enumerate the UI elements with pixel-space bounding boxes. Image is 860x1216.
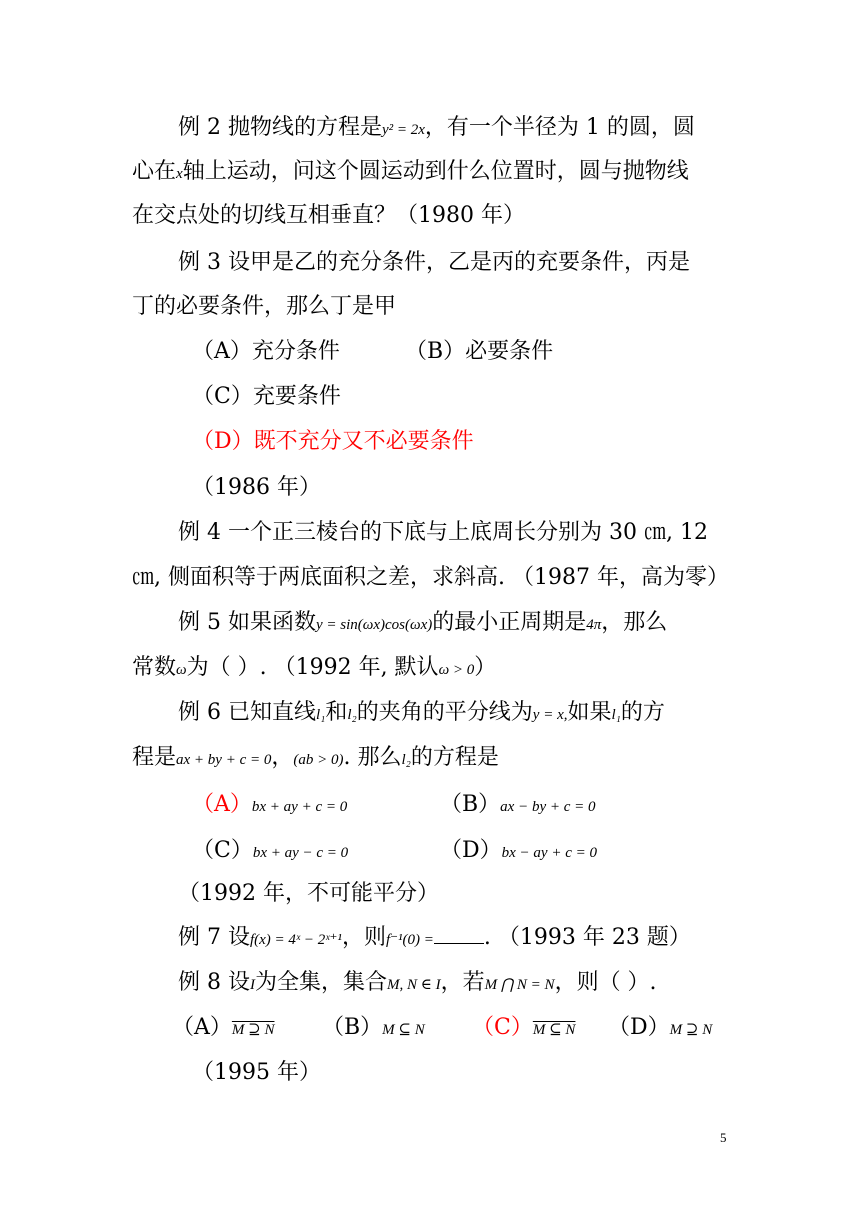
ex5-text-f: ） [474,655,497,680]
ex6-option-a-label: （A） [192,792,252,817]
ex6-l1-symbol: l₁ [315,707,326,723]
ex6-option-c [192,836,348,868]
ex8-line1 [178,968,657,1000]
ex6-option-d [440,836,597,868]
ex7-text-a: 例 7 设 [178,925,250,950]
ex6-l2-symbol-2: l₂ [401,752,411,768]
ex6-equation: ax + by + c = 0 [176,752,272,768]
ex5-text-e: 为（ ）. （1992 年, 默认 [186,655,439,680]
ex7-inverse: f⁻¹(0) = [385,932,434,948]
ex8-text-a: 例 8 设 [178,970,250,995]
ex2-equation: y² = 2x [381,122,425,138]
ex6-l1-symbol-2: l₁ [611,707,621,723]
ex6-option-b-eq: ax − by + c = 0 [500,799,596,815]
ex4-line1: 例 4 一个正三棱台的下底与上底周长分别为 30 ㎝, 12 [178,520,708,545]
ex8-set: M, N ∈ I [387,977,441,993]
ex6-option-a [192,790,347,822]
ex6-l2-symbol: l₂ [347,707,357,723]
ex7-text-b: ，则 [341,925,386,950]
ex3-option-d: （D）既不充分又不必要条件 [192,429,474,454]
ex3-option-a: （A）充分条件 [192,339,340,364]
ex5-condition: ω > 0 [438,662,475,678]
ex6-text-i: 的方程是 [410,745,499,770]
ex8-option-c-eq: M ⊆ N [532,1022,576,1038]
ex8-option-a [172,1013,274,1045]
ex8-option-c [472,1013,575,1045]
ex8-intersection: M ⋂ N = N [484,977,555,993]
ex2-text-d: 轴上运动，问这个圆运动到什么位置时，圆与抛物线 [182,159,689,184]
ex5-equation: y = sin(ωx)cos(ωx) [315,617,433,633]
ex8-option-c-label: （C） [472,1015,533,1040]
ex6-option-d-label: （D） [440,838,502,863]
ex3-line1: 例 3 设甲是乙的充分条件，乙是丙的充要条件，丙是 [178,250,690,275]
ex2-text-c: 心在 [132,159,177,184]
ex6-text-f: 程是 [132,745,177,770]
ex6-option-d-eq: bx − ay + c = 0 [501,845,597,861]
ex8-year: （1995 年） [192,1060,321,1085]
ex3-line2: 丁的必要条件，那么丁是甲 [132,294,397,319]
ex6-option-a-eq: bx + ay + c = 0 [251,799,348,815]
ex2-x-symbol: x [176,166,183,182]
ex8-text-b: 为全集，集合 [254,970,387,995]
ex7-line1 [178,923,691,955]
ex2-line3: 在交点处的切线互相垂直？（1980 年） [132,203,525,228]
ex8-option-d-eq: M ⊇ N [669,1022,713,1038]
ex2-line2 [132,157,689,189]
ex6-bisector: y = x, [532,707,568,723]
ex6-text-a: 例 6 已知直线 [178,700,316,725]
ex2-text: 例 2 抛物线的方程是 [178,115,382,140]
ex6-text-h: . 那么 [343,745,402,770]
ex8-option-b [322,1013,425,1045]
ex5-text-c: ，那么 [601,610,668,635]
page-number: 5 [720,1130,727,1145]
ex8-option-b-eq: M ⊆ N [382,1022,425,1038]
ex2-text-b: ，有一个半径为 1 的圆，圆 [424,115,695,140]
ex7-answer-blank[interactable] [434,925,484,944]
ex8-text-d: ，则（ ）. [554,970,657,995]
ex8-I-symbol: I [249,977,255,993]
ex8-text-c: ，若 [440,970,485,995]
ex5-period: 4π [586,617,602,633]
ex5-line2 [132,653,496,685]
ex6-year: （1992 年，不可能平分） [178,881,439,906]
ex5-text-d: 常数 [132,655,177,680]
ex6-text-e: 的方 [620,700,665,725]
ex6-text-b: 和 [325,700,348,725]
ex2-line1 [178,113,695,145]
ex6-text-c: 的夹角的平分线为 [356,700,533,725]
ex4-line2: ㎝, 侧面积等于两底面积之差，求斜高. （1987 年，高为零） [132,565,729,590]
ex8-option-d-label: （D） [608,1015,670,1040]
ex6-option-c-eq: bx + ay − c = 0 [252,845,349,861]
ex8-option-a-eq: M ⊇ N [231,1022,275,1038]
ex6-option-b-label: （B） [440,792,501,817]
ex6-condition: (ab > 0) [293,752,344,768]
ex6-option-b [440,790,596,822]
ex8-option-b-label: （B） [322,1015,383,1040]
ex6-option-c-label: （C） [192,838,253,863]
ex6-line1 [178,698,665,730]
ex6-text-g: ， [271,745,294,770]
ex5-omega: ω [176,662,187,678]
ex5-line1 [178,608,667,640]
ex8-option-d [608,1013,712,1045]
ex6-line2 [132,743,499,775]
ex3-year: （1986 年） [192,475,321,500]
ex7-text-c: . （1993 年 23 题） [483,925,691,950]
ex5-text-b: 的最小正周期是 [432,610,587,635]
ex3-option-b: （B）必要条件 [405,339,554,364]
ex3-option-c: （C）充要条件 [192,384,341,409]
ex6-text-d: 如果 [567,700,612,725]
ex5-text-a: 例 5 如果函数 [178,610,316,635]
ex8-option-a-label: （A） [172,1015,232,1040]
ex7-equation: f(x) = 4ˣ − 2ˣ⁺¹ [249,932,342,948]
